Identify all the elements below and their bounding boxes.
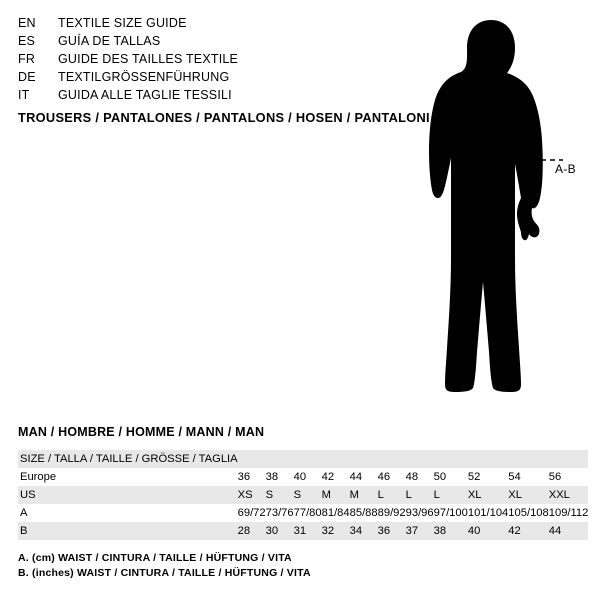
cell: 32 <box>322 522 350 540</box>
language-text-de: TEXTILGRÖSSENFÜHRUNG <box>58 70 230 84</box>
cell <box>294 450 322 468</box>
cell: M <box>322 486 350 504</box>
cell: XL <box>508 486 548 504</box>
cell <box>266 450 294 468</box>
language-text-it: GUIDA ALLE TAGLIE TESSILI <box>58 88 232 102</box>
cell: XXL <box>549 486 589 504</box>
size-table <box>18 450 588 540</box>
cell: 77/80 <box>293 507 322 519</box>
row-label-b: B <box>18 522 238 540</box>
cell: 42 <box>508 522 548 540</box>
cell: 50 <box>433 471 447 483</box>
cell: 97/100 <box>433 507 468 519</box>
cell <box>508 450 548 468</box>
cell: 44 <box>549 522 589 540</box>
cell: 40 <box>293 471 307 483</box>
cell <box>468 450 508 468</box>
cell: 93/96 <box>405 507 434 519</box>
table-row-us <box>18 486 588 504</box>
row-label-a: A <box>20 507 28 519</box>
cell <box>378 450 406 468</box>
cell <box>350 450 378 468</box>
cell: 109/112 <box>548 507 589 519</box>
cell: 44 <box>349 471 363 483</box>
cell: 34 <box>350 522 378 540</box>
cell: 69/72 <box>237 507 266 519</box>
cell: 54 <box>508 471 521 483</box>
cell: 28 <box>238 522 266 540</box>
cell: 37 <box>406 522 434 540</box>
cell: 36 <box>237 471 251 483</box>
footnotes-block <box>18 551 311 581</box>
language-code-de: DE <box>18 70 36 84</box>
cell: L <box>406 486 434 504</box>
cell: S <box>294 486 322 504</box>
cell <box>322 450 350 468</box>
language-row-fr <box>18 50 398 68</box>
cell: XS <box>238 486 266 504</box>
cell <box>434 450 468 468</box>
footnote-a: A. (cm) WAIST / CINTURA / TAILLE / HÜFTUNG / VITA <box>18 552 292 564</box>
cell: 46 <box>377 471 391 483</box>
cell <box>549 450 589 468</box>
language-text-fr: GUIDE DES TAILLES TEXTILE <box>58 52 239 66</box>
cell: 52 <box>467 471 481 483</box>
cell: XL <box>468 486 508 504</box>
cell: 85/88 <box>349 507 378 519</box>
cell: 89/92 <box>377 507 406 519</box>
language-row-it <box>18 86 398 104</box>
cell: L <box>378 486 406 504</box>
cell: 56 <box>548 471 562 483</box>
footnote-b: B. (inches) WAIST / CINTURA / TAILLE / HÜFTUNG / VITA <box>18 567 311 579</box>
language-row-es <box>18 32 398 50</box>
cell: M <box>350 486 378 504</box>
language-header-block <box>18 14 398 104</box>
language-text-es: GUÍA DE TALLAS <box>58 34 161 48</box>
cell <box>238 450 266 468</box>
cell: 38 <box>265 471 279 483</box>
table-row-b <box>18 522 588 540</box>
cell: 40 <box>468 522 508 540</box>
language-code-it: IT <box>18 88 30 102</box>
row-label-size: SIZE / TALLA / TAILLE / GRÖSSE / TAGLIA <box>18 450 238 468</box>
male-silhouette-icon <box>395 8 595 408</box>
cell: 81/84 <box>321 507 350 519</box>
language-row-de <box>18 68 398 86</box>
row-label-europe: Europe <box>20 471 57 483</box>
table-row-size-header <box>18 450 588 468</box>
cell: 38 <box>434 522 468 540</box>
cell <box>406 450 434 468</box>
row-label-us: US <box>18 486 238 504</box>
language-text-en: TEXTILE SIZE GUIDE <box>58 16 187 30</box>
figure-illustration <box>395 8 595 408</box>
language-code-es: ES <box>18 34 36 48</box>
cell: 42 <box>321 471 335 483</box>
section-title: TROUSERS / PANTALONES / PANTALONS / HOSEN / PANTALONI <box>18 110 430 125</box>
man-section-title: MAN / HOMBRE / HOMME / MANN / MAN <box>18 425 265 439</box>
cell: 36 <box>378 522 406 540</box>
table-row-europe <box>18 468 588 486</box>
cell: 105/108 <box>508 507 549 519</box>
cell: 73/76 <box>265 507 294 519</box>
cell: 101/104 <box>467 507 509 519</box>
cell: L <box>434 486 468 504</box>
cell: 30 <box>266 522 294 540</box>
measure-label-ab: A-B <box>555 162 576 176</box>
language-code-en: EN <box>18 16 36 30</box>
language-code-fr: FR <box>18 52 36 66</box>
cell: S <box>266 486 294 504</box>
cell: 48 <box>405 471 419 483</box>
cell: 31 <box>294 522 322 540</box>
table-row-a <box>18 504 588 522</box>
language-row-en <box>18 14 398 32</box>
